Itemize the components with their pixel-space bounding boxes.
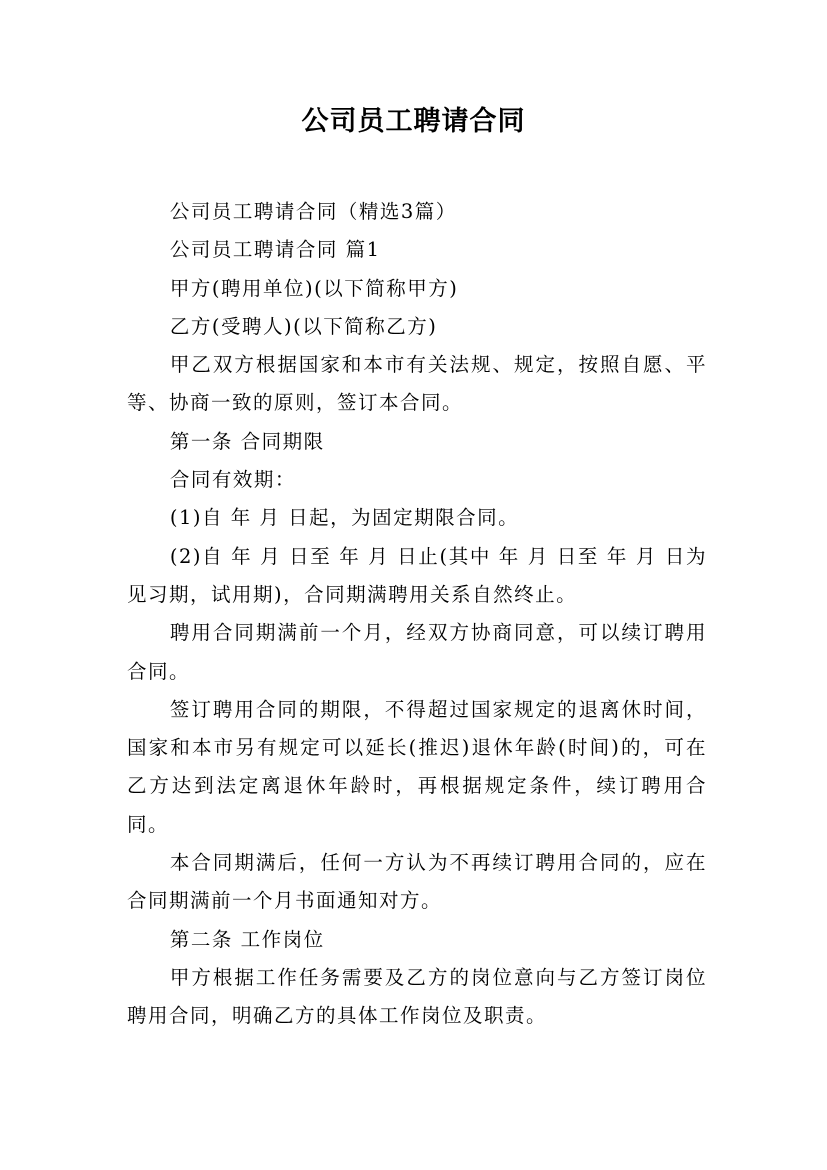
document-title: 公司员工聘请合同 <box>301 106 526 137</box>
paragraph-part-heading: 公司员工聘请合同 篇1 <box>169 238 381 262</box>
paragraph-term-limit: 签订聘用合同的期限，不得超过国家规定的退离休时间，国家和本市另有规定可以延长(推迟)退休年龄(时间)的，可在乙方达到法定离退休年龄时，再根据规定条件，续订聘用合同。 <box>127 697 707 836</box>
paragraph-position: 甲方根据工作任务需要及乙方的岗位意向与乙方签订岗位聘用合同，明确乙方的具体工作岗位及职责。 <box>127 965 707 1028</box>
article-1-heading: 第一条 合同期限 <box>169 429 325 453</box>
paragraph-term-1: (1)自 年 月 日起，为固定期限合同。 <box>169 506 520 530</box>
paragraph-party-b: 乙方(受聘人)(以下简称乙方) <box>169 314 438 338</box>
paragraph-term-2: (2)自 年 月 日至 年 月 日止(其中 年 月 日至 年 月 日为见习期，试用期)，合同期满聘用关系自然终止。 <box>127 544 707 606</box>
paragraph-party-a: 甲方(聘用单位)(以下简称甲方) <box>169 276 459 300</box>
paragraph-non-renewal: 本合同期满后，任何一方认为不再续订聘用合同的，应在合同期满前一个月书面通知对方。 <box>127 851 707 913</box>
paragraph-subtitle: 公司员工聘请合同（精选3篇） <box>169 200 457 223</box>
paragraph-preamble: 甲乙双方根据国家和本市有关法规、规定，按照自愿、平等、协商一致的原则，签订本合同。 <box>127 353 707 415</box>
paragraph-validity: 合同有效期： <box>169 468 296 492</box>
article-2-heading: 第二条 工作岗位 <box>169 927 325 951</box>
paragraph-renewal: 聘用合同期满前一个月，经双方协商同意，可以续订聘用合同。 <box>127 621 707 683</box>
document-body <box>127 193 707 1036</box>
